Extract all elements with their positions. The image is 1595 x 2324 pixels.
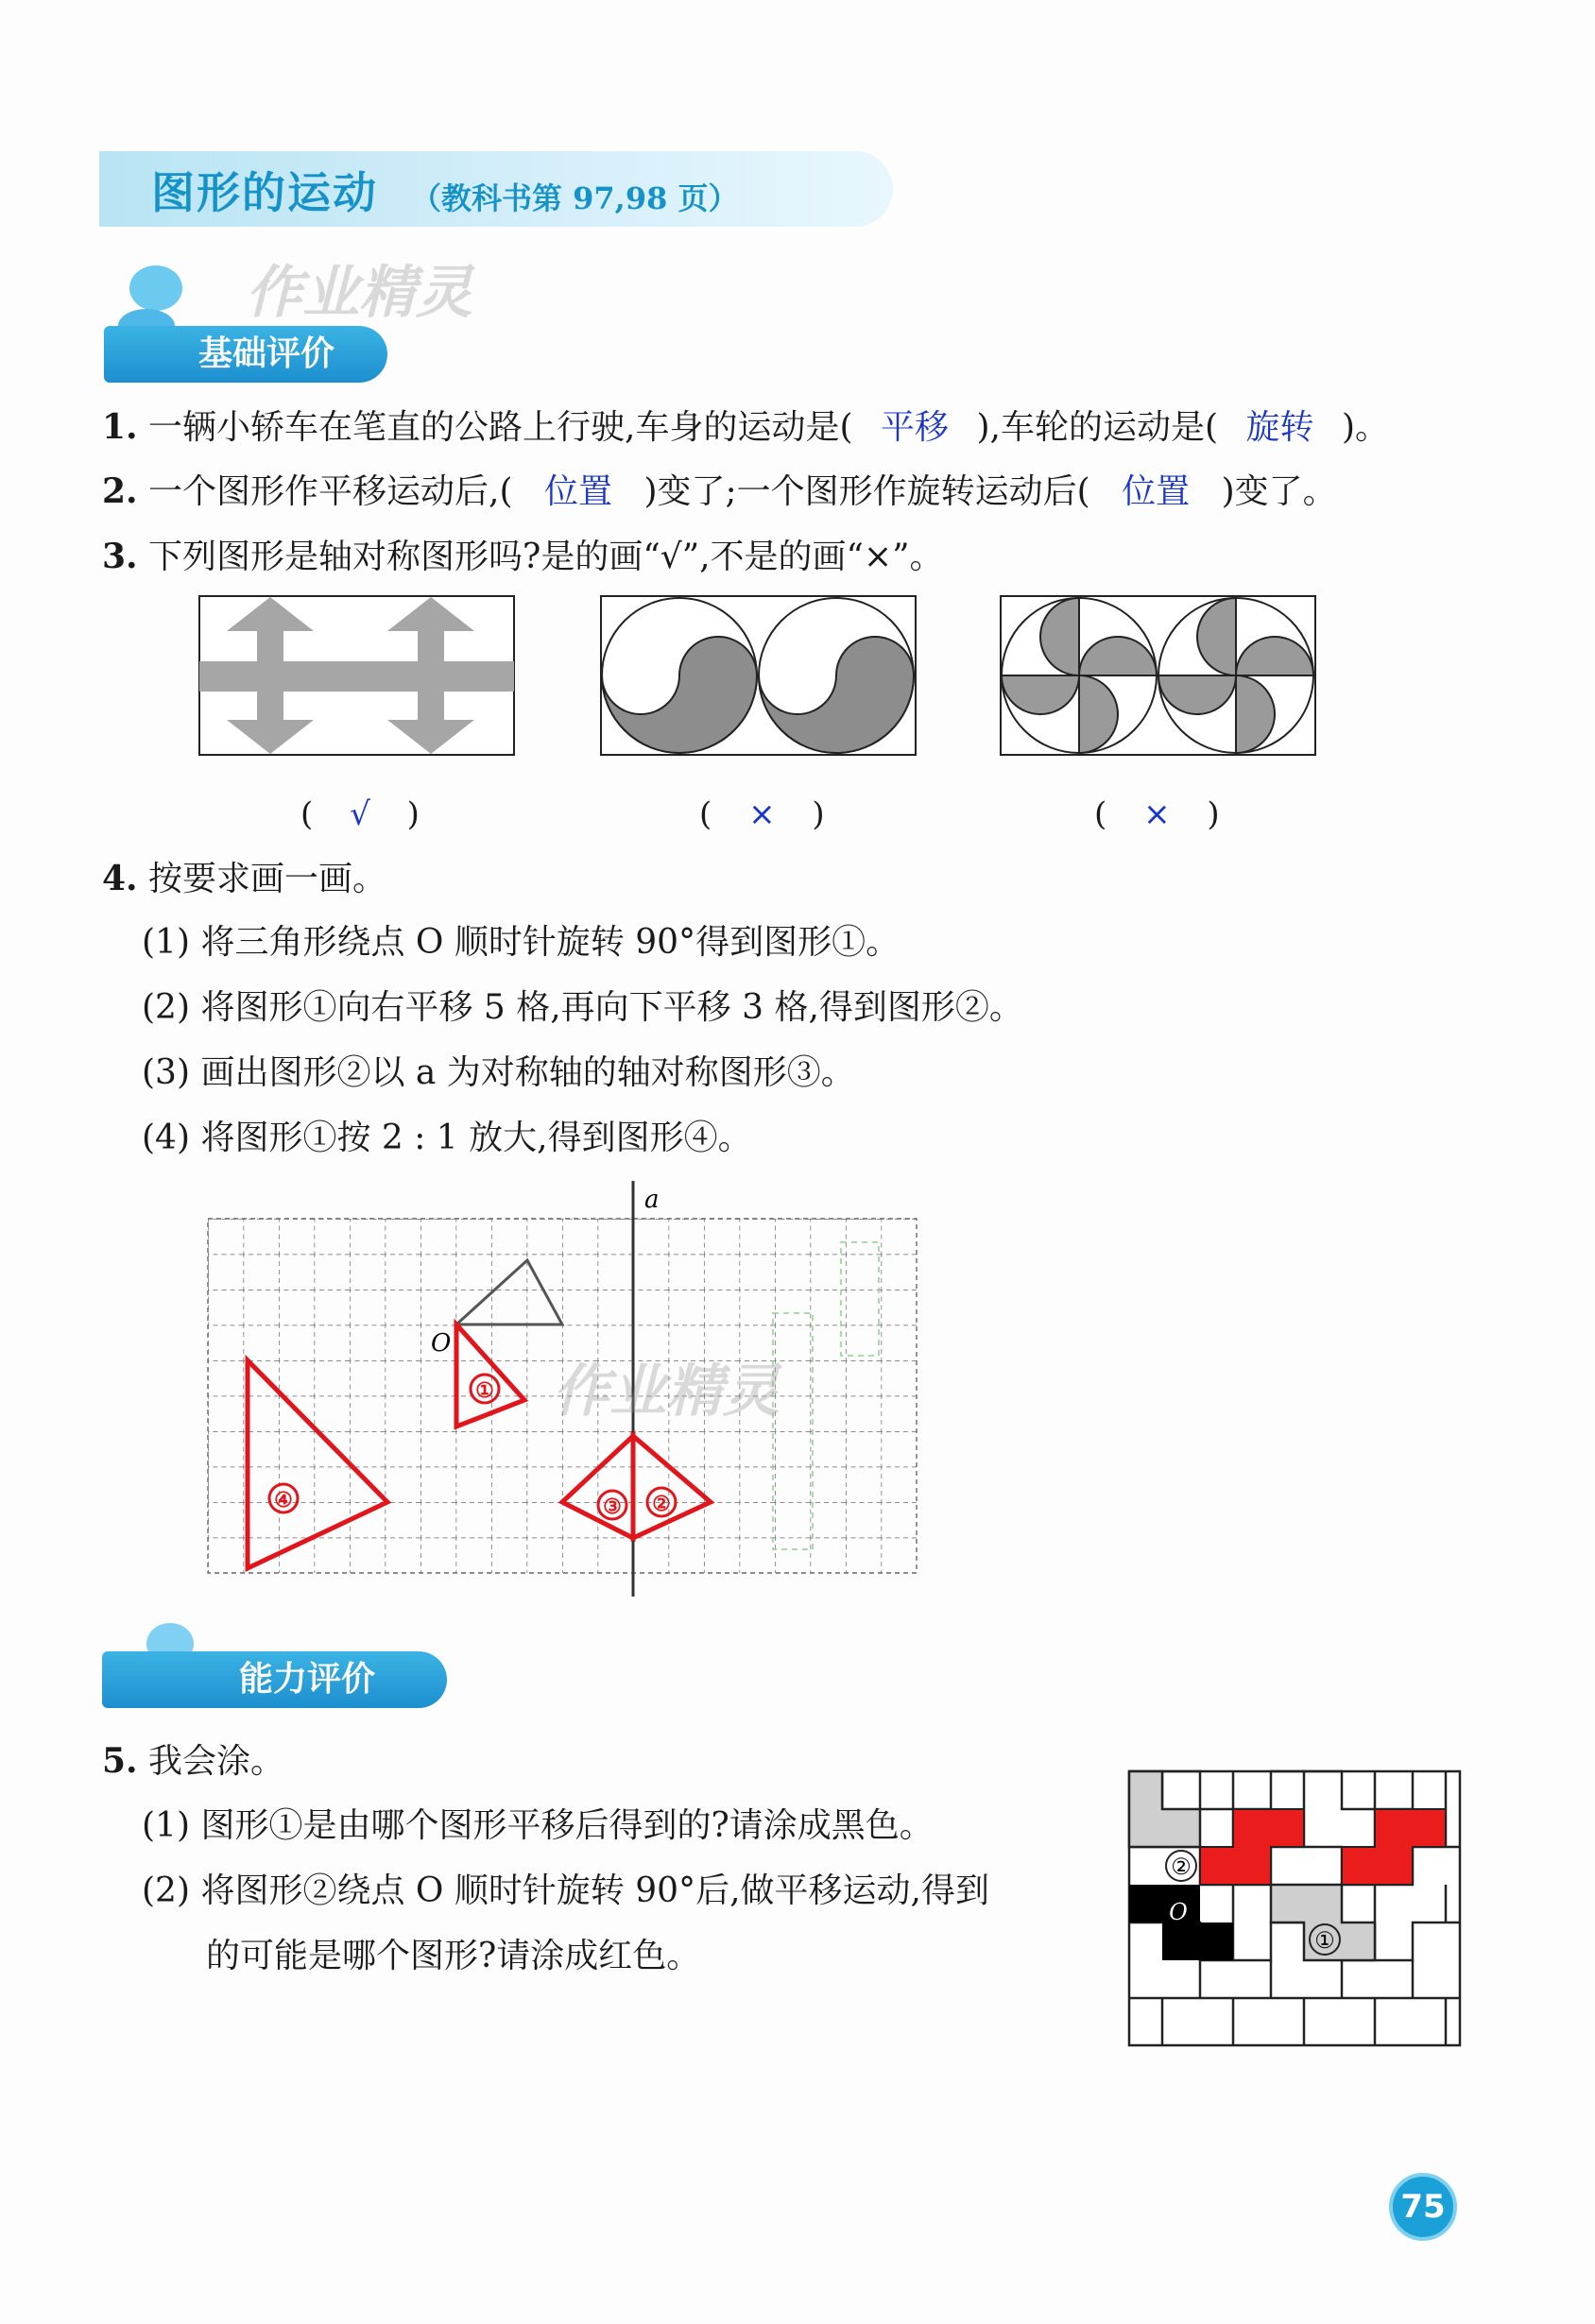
paren-close: )	[812, 795, 825, 833]
figure-label-2: ②	[1171, 1854, 1192, 1880]
question-5-item: 的可能是哪个图形?请涂成红色。	[206, 1937, 701, 1975]
answer-mark: √	[350, 795, 370, 833]
answer-1b: 旋转	[1245, 408, 1314, 447]
question-5-item: (1) 图形①是由哪个图形平移后得到的?请涂成黑色。	[142, 1806, 934, 1845]
question-5-item: (2) 将图形②绕点 O 顺时针旋转 90°后,做平移运动,得到	[142, 1871, 989, 1910]
question-text: ),车轮的运动是(	[976, 408, 1219, 447]
answer-2b: 位置	[1122, 472, 1191, 511]
page-subtitle: （教科书第 97,98 页）	[411, 180, 739, 216]
question-text: )变了;一个图形作旋转运动后(	[643, 472, 1090, 511]
answer-3c	[1094, 794, 1220, 835]
paren-open: (	[699, 795, 712, 833]
question-text: 一个图形作平移运动后,(	[148, 472, 513, 511]
question-4-item: (4) 将图形①按 2 : 1 放大,得到图形④。	[142, 1119, 752, 1157]
question-number: 2.	[102, 471, 138, 511]
question-4-item: (3) 画出图形②以 a 为对称轴的轴对称图形③。	[142, 1053, 855, 1092]
section-ability-tag: 能力评价	[102, 1651, 447, 1708]
shape-4-label: ④	[274, 1488, 293, 1512]
shape-3-label: ③	[603, 1495, 622, 1519]
paren-open: (	[300, 795, 314, 833]
question-text: 我会涂。	[148, 1742, 285, 1781]
answer-2a: 位置	[544, 472, 613, 511]
shape-1-label: ①	[475, 1378, 494, 1403]
page-title: 图形的运动	[151, 167, 378, 218]
question-2	[102, 470, 1337, 513]
answer-3b	[699, 794, 825, 835]
question-1	[102, 406, 1389, 449]
figure-arrows	[198, 595, 515, 756]
question-5	[102, 1740, 284, 1783]
figure-label-1: ①	[1314, 1927, 1335, 1954]
answer-mark: ×	[1143, 795, 1171, 833]
axis-label: a	[644, 1186, 660, 1214]
paren-close: )	[1207, 795, 1220, 833]
figure-pinwheels	[1000, 595, 1316, 756]
answer-1a: 平移	[881, 408, 950, 447]
question-number: 5.	[102, 1741, 138, 1781]
question-text: )变了。	[1221, 472, 1337, 511]
question-number: 1.	[102, 407, 138, 447]
question-4	[102, 858, 386, 900]
figure-label-o: O	[1169, 1899, 1188, 1925]
point-o-label: O	[431, 1329, 452, 1358]
paren-close: )	[406, 795, 420, 833]
watermark-text: 作业精灵	[246, 260, 472, 326]
watermark-text: 作业精灵	[553, 1359, 780, 1425]
question-3	[102, 536, 944, 578]
tessellation-figure	[1124, 1767, 1474, 2059]
question-4-item: (1) 将三角形绕点 O 顺时针旋转 90°得到图形①。	[142, 923, 900, 962]
question-number: 4.	[102, 859, 138, 898]
question-text: )。	[1341, 408, 1389, 447]
question-4-item: (2) 将图形①向右平移 5 格,再向下平移 3 格,得到图形②。	[142, 988, 1023, 1027]
answer-3a	[300, 794, 420, 835]
question-text: 按要求画一画。	[148, 860, 387, 898]
figure-circles	[600, 595, 917, 756]
shape-2-label: ②	[652, 1492, 671, 1516]
paren-open: (	[1094, 795, 1107, 833]
section-basic-tag: 基础评价	[104, 326, 387, 383]
question-number: 3.	[102, 537, 138, 576]
question-text: 下列图形是轴对称图形吗?是的画“√”,不是的画“×”。	[148, 538, 944, 576]
question-text: 一辆小轿车在笔直的公路上行驶,车身的运动是(	[148, 408, 853, 447]
page-number: 75	[1389, 2173, 1457, 2241]
answer-mark: ×	[748, 795, 776, 833]
